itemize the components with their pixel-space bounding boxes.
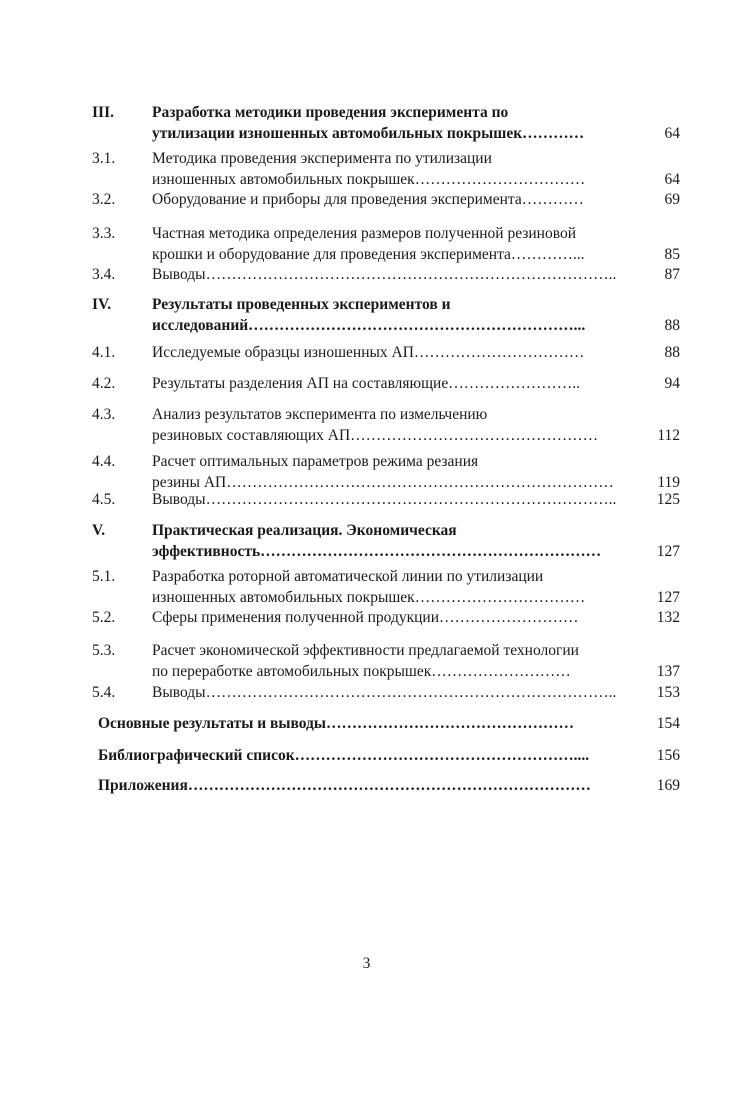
page-number: 3 (362, 955, 371, 972)
entry-title: Результаты проведенных экспериментов и исследований………………………………………………………... (152, 296, 586, 334)
entry-number: 4.1. (92, 344, 116, 361)
entry-number: 5.1. (92, 568, 116, 585)
entry-number: V. (92, 522, 106, 539)
entry-page: 88 (664, 317, 680, 334)
entry-title: Расчет оптимальных параметров режима резания резины АП………………………………………………………………… (152, 453, 614, 491)
entry-number: III. (92, 104, 114, 121)
entry-page: 137 (656, 663, 680, 680)
entry-title: Выводы…………………………………………………………………….. (152, 266, 617, 283)
entry-number: 4.3. (92, 406, 116, 423)
entry-number: 3.1. (92, 150, 116, 167)
entry-title: Разработка методики проведения эксперимента по утилизации изношенных автомобильных покрышек………… (152, 104, 585, 142)
entry-page: 64 (664, 125, 680, 142)
entry-page: 125 (656, 491, 680, 508)
entry-title: Выводы…………………………………………………………………….. (152, 491, 617, 508)
entry-number: 3.3. (92, 225, 116, 242)
entry-title: Сферы применения полученной продукции……………………… (152, 609, 579, 626)
entry-page: 156 (656, 747, 680, 764)
entry-title: Методика проведения эксперимента по утилизации изношенных автомобильных покрышек…………………………… (152, 150, 586, 188)
entry-page: 169 (656, 777, 680, 794)
entry-number: 4.2. (92, 375, 116, 392)
entry-title: Библиографический список……………………………………………….... (98, 747, 590, 764)
entry-page: 127 (656, 589, 680, 606)
entry-title: Практическая реализация. Экономическая эффективность………………………………………………………… (152, 522, 602, 560)
entry-title: Основные результаты и выводы………………………………………… (98, 715, 574, 732)
entry-page: 87 (664, 266, 680, 283)
entry-title: Исследуемые образцы изношенных АП…………………………… (152, 344, 585, 361)
entry-title: Оборудование и приборы для проведения эксперимента………… (152, 191, 584, 208)
entry-page: 127 (656, 543, 680, 560)
entry-number: 3.4. (92, 266, 116, 283)
entry-page: 64 (664, 171, 680, 188)
entry-number: 5.2. (92, 609, 116, 626)
entry-page: 132 (656, 609, 680, 626)
entry-page: 85 (664, 246, 680, 263)
entry-page: 112 (657, 427, 680, 444)
entry-number: 4.4. (92, 453, 116, 470)
entry-title: Результаты разделения АП на составляющие…………………….. (152, 375, 580, 392)
entry-page: 69 (664, 191, 680, 208)
entry-number: IV. (92, 296, 112, 313)
entry-title: Расчет экономической эффективности предлагаемой технологии по переработке автомобильных покрышек……………………… (152, 642, 579, 680)
entry-number: 5.4. (92, 684, 116, 701)
entry-title: Анализ результатов эксперимента по измельчению резиновых составляющих АП………………………………………… (152, 406, 599, 444)
entry-title: Частная методика определения размеров полученной резиновой крошки и оборудование для проведения эксперимента…………... (152, 225, 585, 263)
entry-page: 153 (656, 684, 680, 701)
entry-page: 94 (664, 375, 680, 392)
entry-page: 88 (664, 344, 680, 361)
entry-page: 154 (656, 715, 680, 732)
entry-title: Разработка роторной автоматической линии по утилизации изношенных автомобильных покрышек…………………………… (152, 568, 586, 606)
entry-title: Приложения…………………………………………………………………… (98, 777, 591, 794)
entry-page: 119 (657, 474, 680, 491)
entry-title: Выводы…………………………………………………………………….. (152, 684, 617, 701)
entry-number: 4.5. (92, 491, 116, 508)
entry-number: 5.3. (92, 642, 116, 659)
entry-number: 3.2. (92, 191, 116, 208)
